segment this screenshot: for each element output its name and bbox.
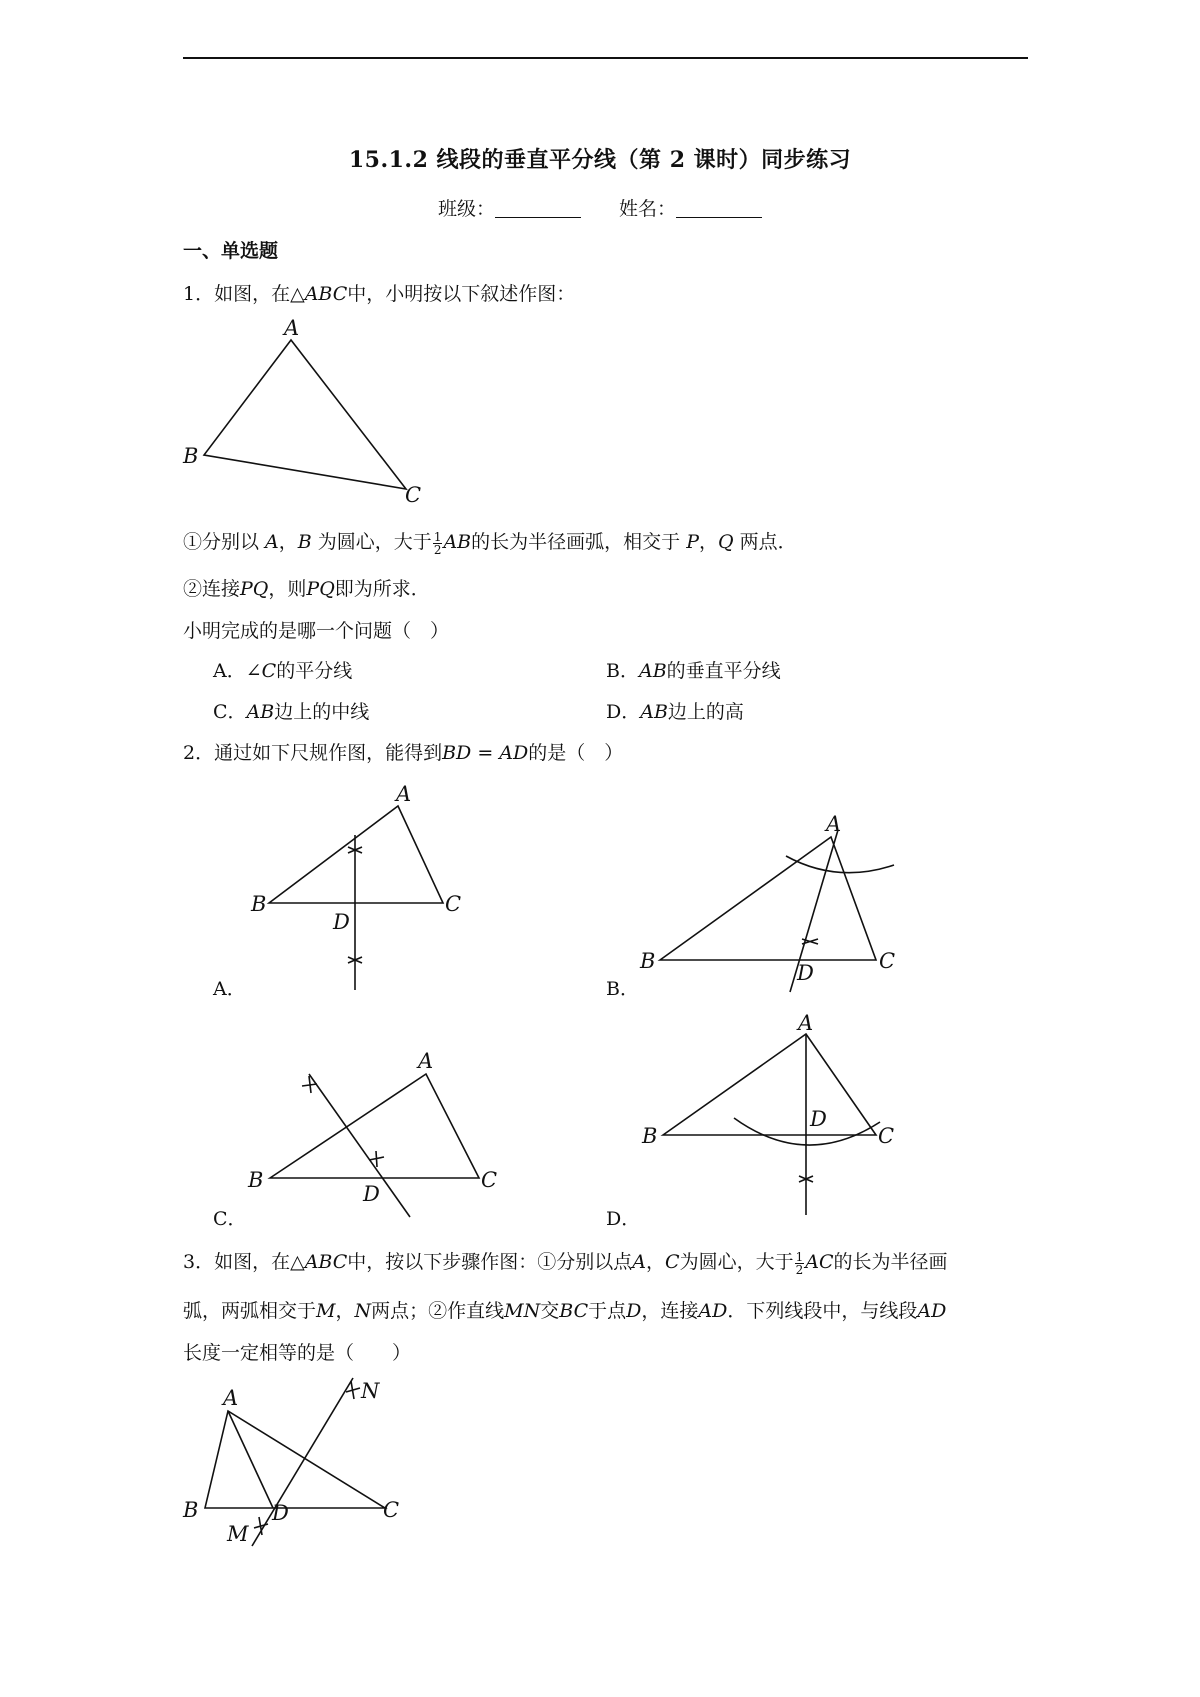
q2d-label-b: B	[642, 1124, 658, 1148]
q3-line1: 3．如图，在△ABC中，按以下步骤作图：①分别以点A，C为圆心，大于 $\frac{1}{2}$ AC的长为半径画	[183, 1249, 948, 1277]
q2-figure-c	[248, 1050, 498, 1225]
student-info-row	[0, 194, 1200, 221]
q1-option-a[interactable]: A．∠C的平分线	[213, 660, 353, 682]
q2-figure-a	[248, 780, 478, 1000]
q1-label-a: A	[284, 316, 300, 340]
q3-line2: 弧，两弧相交于M，N两点；②作直线MN交BC于点D，连接AD．下列线段中，与线段AD	[183, 1300, 947, 1322]
q1-label-c: C	[405, 483, 422, 507]
q2b-label-a: A	[826, 812, 842, 836]
q2c-label-a: A	[418, 1049, 434, 1073]
q1-option-c[interactable]: C．AB边上的中线	[213, 701, 370, 723]
class-blank[interactable]	[495, 197, 581, 218]
q3-label-m: M	[227, 1522, 249, 1546]
q1-figure	[180, 318, 440, 508]
q1-label-b: B	[183, 444, 199, 468]
q2b-label-b: B	[640, 949, 656, 973]
q3-label-c: C	[383, 1498, 400, 1522]
class-label: 班级：	[437, 198, 495, 220]
q3-label-d: D	[272, 1501, 289, 1525]
q2d-label-a: A	[798, 1011, 814, 1035]
q2a-label-b: B	[251, 892, 267, 916]
q1-step1: ①分别以 A，B 为圆心，大于 $\frac{1}{2}$ AB的长为半径画弧，相交于 P，Q 两点．	[183, 529, 797, 557]
q2c-label-b: B	[248, 1168, 264, 1192]
q2c-label-c: C	[481, 1168, 498, 1192]
q2-figure-b	[640, 812, 920, 1002]
q1-step2: ②连接PQ，则PQ即为所求．	[183, 578, 430, 600]
q1-triangle	[204, 340, 406, 489]
fraction-half: $\frac{1}{2}$	[433, 529, 442, 557]
q3-label-b: B	[183, 1498, 199, 1522]
q3-label-n: N	[361, 1379, 380, 1403]
q2-option-a[interactable]: A．	[213, 978, 246, 1000]
fraction-half: $\frac{1}{2}$	[795, 1249, 804, 1277]
q2b-label-d: D	[797, 961, 814, 985]
q2d-label-d: D	[810, 1107, 827, 1131]
header-rule	[183, 57, 1028, 59]
q1-option-d[interactable]: D．AB边上的高	[606, 701, 744, 723]
q1-question: 小明完成的是哪一个问题（ ）	[183, 620, 450, 642]
section-heading: 一、单选题	[183, 240, 279, 262]
q1-option-b[interactable]: B．AB的垂直平分线	[606, 660, 781, 682]
q3-label-a: A	[223, 1386, 239, 1410]
q2d-label-c: C	[878, 1124, 895, 1148]
q2-option-b[interactable]: B．	[606, 978, 639, 1000]
q2-figure-d	[640, 1010, 920, 1220]
q2-option-c[interactable]: C．	[213, 1208, 247, 1230]
q2a-label-d: D	[333, 910, 350, 934]
q1-stem: 1．如图，在△ABC中，小明按以下叙述作图：	[183, 283, 576, 305]
q2-stem: 2．通过如下尺规作图，能得到BD = AD的是（ ）	[183, 742, 624, 764]
q2a-label-a: A	[396, 782, 412, 806]
name-blank[interactable]	[676, 197, 762, 218]
q2a-label-c: C	[445, 892, 462, 916]
q2b-label-c: C	[879, 949, 896, 973]
name-label: 姓名：	[619, 198, 677, 220]
q3-figure	[180, 1378, 420, 1548]
q2-option-d[interactable]: D．	[606, 1208, 641, 1230]
q2c-label-d: D	[363, 1182, 380, 1206]
page-title: 15.1.2 线段的垂直平分线（第 2 课时）同步练习	[348, 147, 852, 173]
q3-line3: 长度一定相等的是（ ）	[183, 1342, 412, 1364]
